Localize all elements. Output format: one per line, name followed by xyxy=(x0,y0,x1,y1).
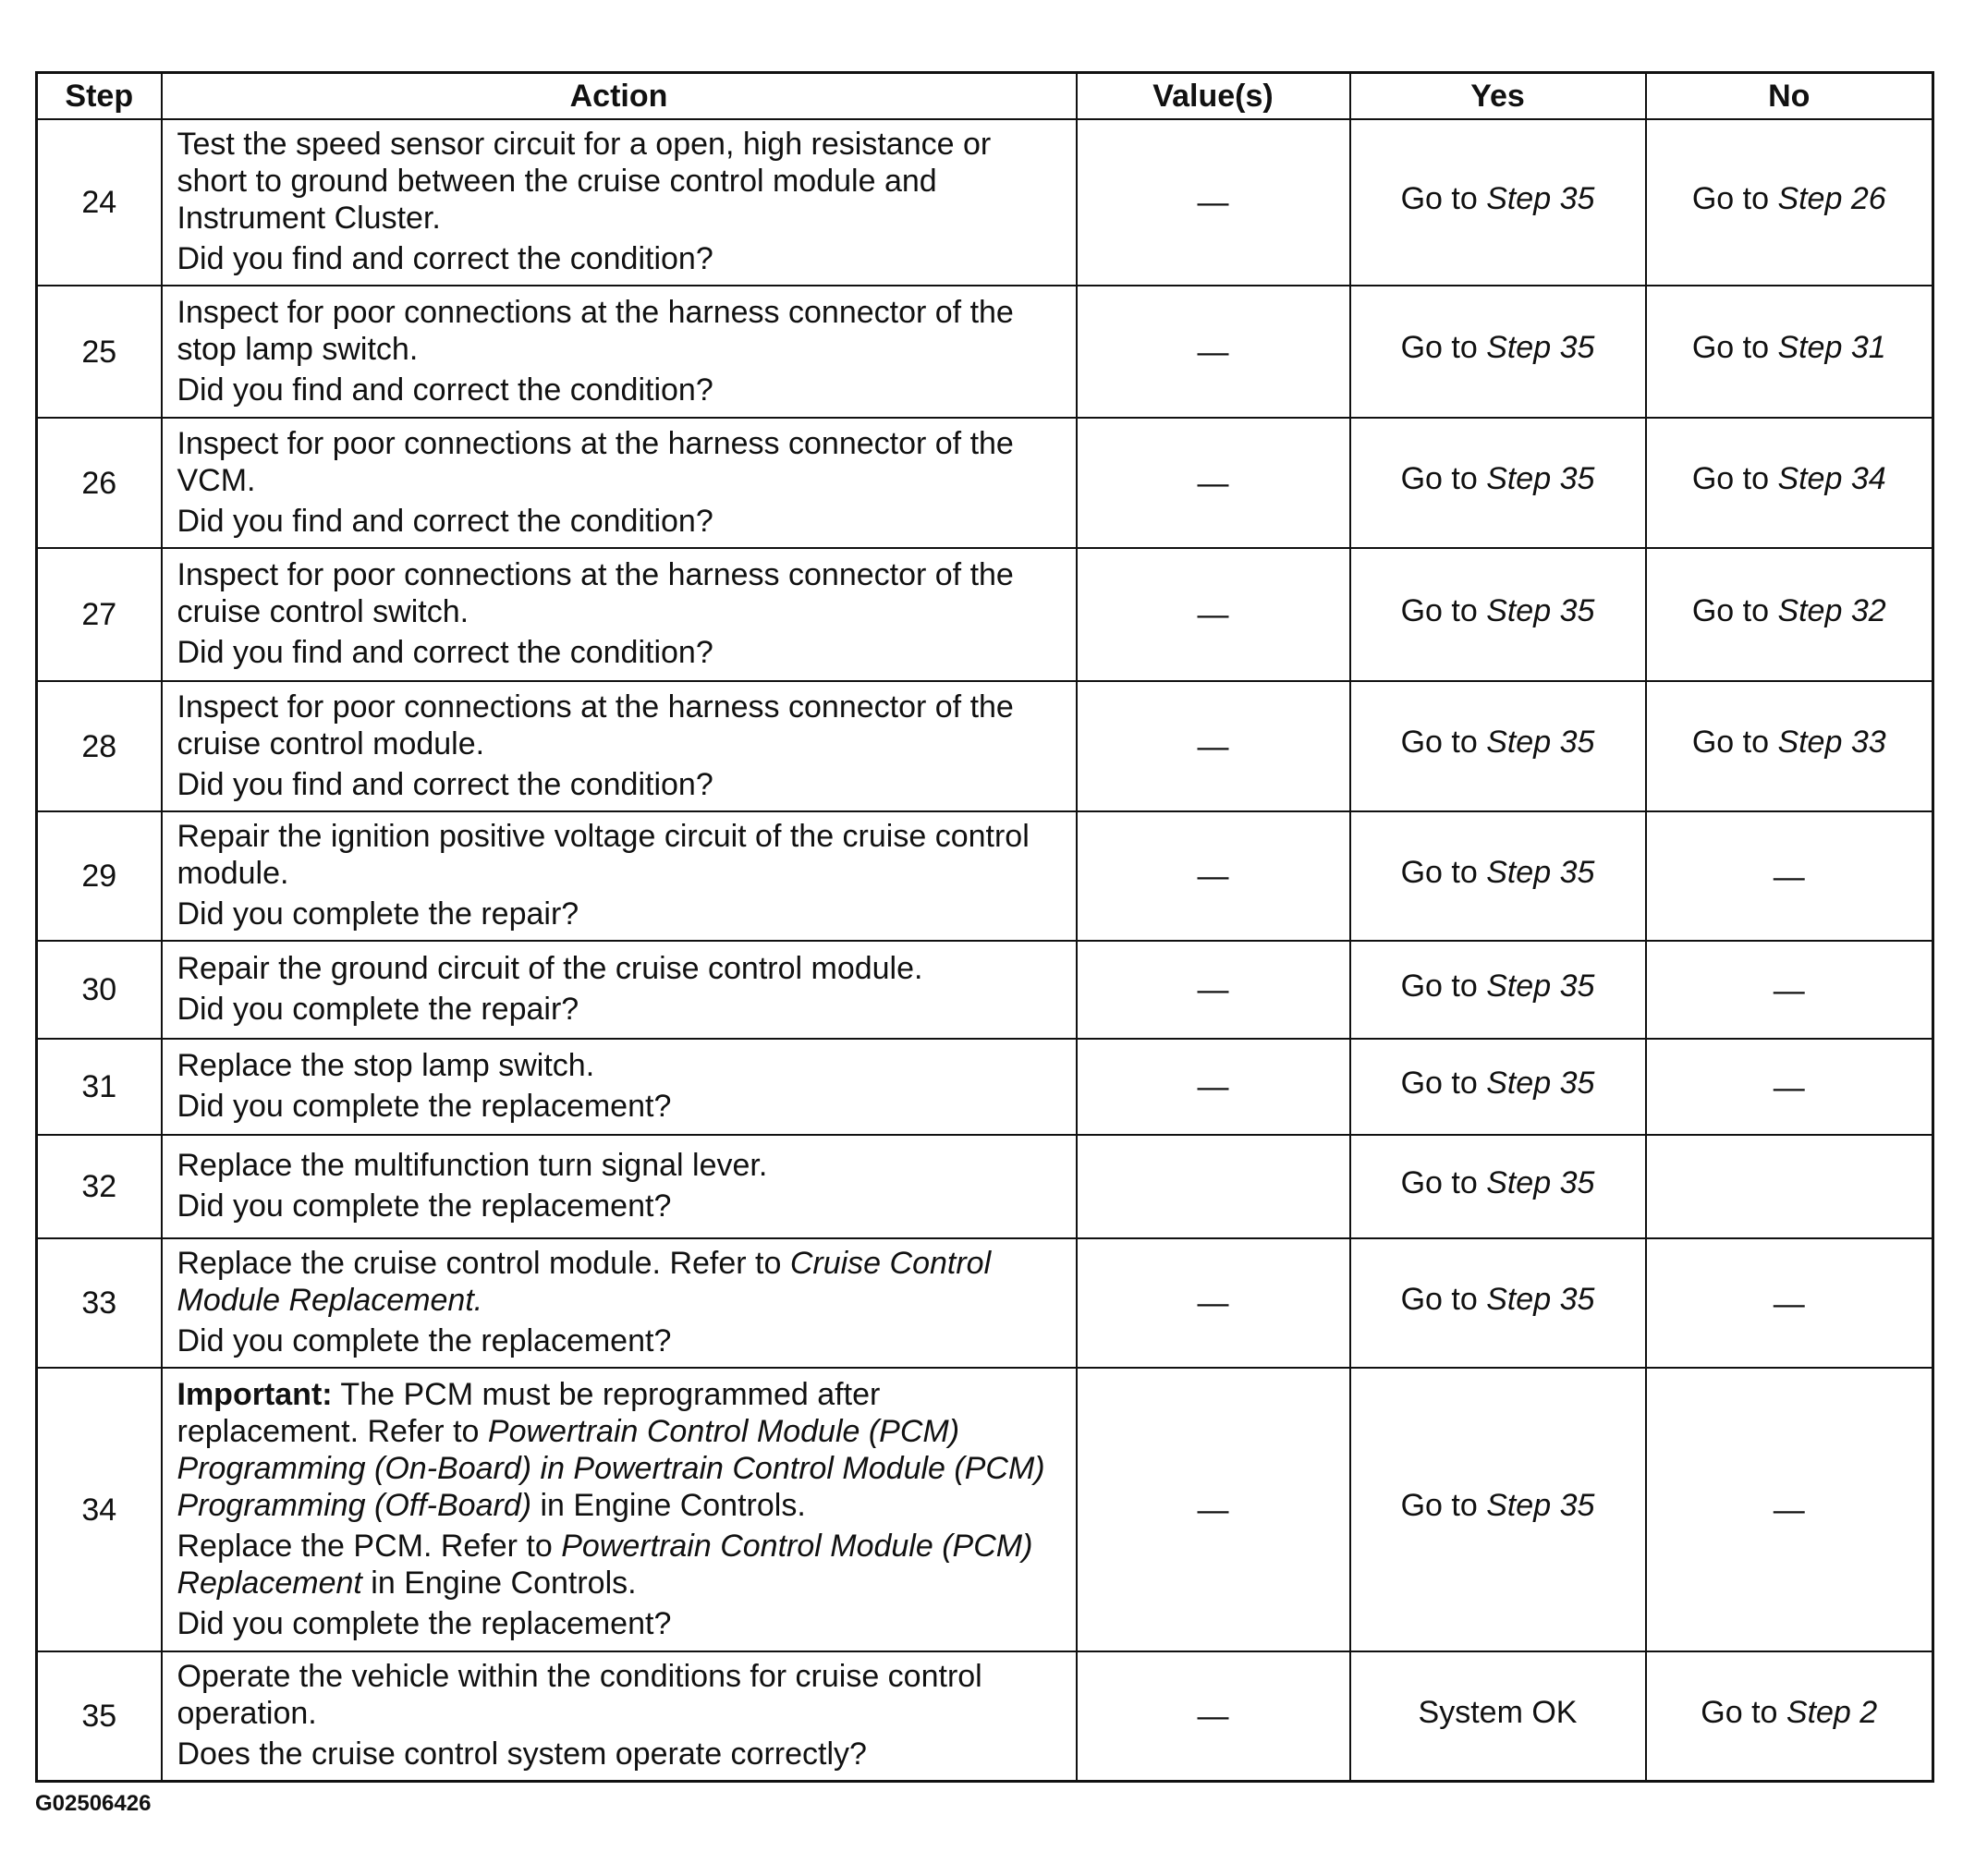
value-cell: — xyxy=(1077,119,1350,286)
table-body xyxy=(37,119,1933,1782)
text-run: Go to xyxy=(1400,968,1487,1004)
text-run: Step 35 xyxy=(1486,1065,1595,1101)
text-run: Did you find and correct the condition? xyxy=(177,503,713,539)
text-run: Did you complete the replacement? xyxy=(177,1605,672,1641)
text-run: Inspect for poor connections at the harness connector of the stop lamp switch. xyxy=(177,294,1014,367)
text-run: System OK xyxy=(1418,1694,1578,1730)
table-header-row xyxy=(37,73,1933,120)
step-column-header: Step xyxy=(37,73,162,120)
value-cell: — xyxy=(1077,681,1350,811)
text-run: Step 2 xyxy=(1786,1694,1878,1730)
text-run: Go to xyxy=(1400,592,1487,628)
yes-cell xyxy=(1350,1039,1646,1135)
table-row xyxy=(37,548,1933,681)
text-run: Go to xyxy=(1400,1281,1487,1317)
yes-cell xyxy=(1350,418,1646,548)
text-run: Go to xyxy=(1691,592,1778,628)
action-paragraph xyxy=(177,895,1067,932)
action-cell xyxy=(162,1238,1077,1368)
no-cell xyxy=(1646,1039,1933,1135)
text-run: Go to xyxy=(1400,180,1487,216)
action-paragraph xyxy=(177,688,1067,762)
text-run: — xyxy=(1773,1285,1805,1322)
step-number: 25 xyxy=(37,286,162,418)
yes-cell xyxy=(1350,1368,1646,1651)
text-run: Go to xyxy=(1400,725,1487,760)
text-run: Replace the stop lamp switch. xyxy=(177,1048,595,1083)
value-cell: — xyxy=(1077,1039,1350,1135)
text-run: Does the cruise control system operate correctly? xyxy=(177,1736,867,1772)
text-run: Go to xyxy=(1400,461,1487,496)
value-cell: — xyxy=(1077,1238,1350,1368)
step-number: 30 xyxy=(37,941,162,1039)
text-run: Did you complete the replacement? xyxy=(177,1323,672,1358)
table-row xyxy=(37,1651,1933,1782)
action-paragraph xyxy=(177,1088,1067,1125)
diagnostic-table xyxy=(35,71,1934,1783)
text-run: The PCM must be reprogrammed after replacement. Refer to xyxy=(177,1376,881,1449)
text-run: Step 34 xyxy=(1777,461,1886,496)
action-paragraph xyxy=(177,1245,1067,1319)
text-run: Step 31 xyxy=(1777,330,1886,365)
text-run: Did you find and correct the condition? xyxy=(177,372,713,408)
text-run: in Engine Controls. xyxy=(531,1487,806,1523)
table-row xyxy=(37,681,1933,811)
text-run: Go to xyxy=(1701,1694,1786,1730)
step-number: 31 xyxy=(37,1039,162,1135)
text-run: in Engine Controls. xyxy=(361,1565,637,1601)
step-number: 28 xyxy=(37,681,162,811)
step-number: 26 xyxy=(37,418,162,548)
text-run: Did you complete the replacement? xyxy=(177,1089,672,1124)
action-paragraph xyxy=(177,372,1067,408)
yes-cell xyxy=(1350,286,1646,418)
action-cell xyxy=(162,418,1077,548)
text-run: Replace the cruise control module. Refer to xyxy=(177,1246,790,1281)
text-run: Step 35 xyxy=(1486,1488,1595,1523)
yes-column-header: Yes xyxy=(1350,73,1646,120)
no-cell xyxy=(1646,811,1933,941)
table-row xyxy=(37,418,1933,548)
table-row xyxy=(37,1039,1933,1135)
value-cell: — xyxy=(1077,418,1350,548)
text-run: Inspect for poor connections at the harness connector of the cruise control switch. xyxy=(177,557,1014,629)
yes-cell xyxy=(1350,119,1646,286)
text-run: Inspect for poor connections at the harness connector of the cruise control module. xyxy=(177,688,1014,761)
action-paragraph xyxy=(177,1322,1067,1359)
table-row xyxy=(37,811,1933,941)
text-run: Cruise Control Module Replacement. xyxy=(177,1246,992,1318)
text-run: Replace the multifunction turn signal lever. xyxy=(177,1148,768,1183)
action-paragraph xyxy=(177,991,1067,1028)
action-paragraph xyxy=(177,1047,1067,1084)
no-cell xyxy=(1646,286,1933,418)
text-run: Important: xyxy=(177,1376,333,1412)
text-run: Step 35 xyxy=(1486,968,1595,1004)
no-cell xyxy=(1646,941,1933,1039)
no-cell xyxy=(1646,681,1933,811)
table-row xyxy=(37,119,1933,286)
action-column-header: Action xyxy=(162,73,1077,120)
step-number: 33 xyxy=(37,1238,162,1368)
yes-cell xyxy=(1350,941,1646,1039)
text-run: Go to xyxy=(1691,461,1778,496)
text-run: Powertrain Control Module (PCM) Replacement xyxy=(177,1528,1033,1601)
action-paragraph xyxy=(177,1376,1067,1524)
value-cell: — xyxy=(1077,548,1350,681)
text-run: — xyxy=(1773,1069,1805,1105)
action-cell xyxy=(162,286,1077,418)
action-paragraph xyxy=(177,634,1067,671)
text-run: Inspect for poor connections at the harness connector of the VCM. xyxy=(177,425,1014,498)
yes-cell xyxy=(1350,1651,1646,1782)
step-number: 29 xyxy=(37,811,162,941)
text-run: Step 35 xyxy=(1486,330,1595,365)
text-run: — xyxy=(1773,859,1805,895)
action-cell xyxy=(162,941,1077,1039)
text-run: Did you find and correct the condition? xyxy=(177,766,713,802)
action-paragraph xyxy=(177,294,1067,368)
action-paragraph xyxy=(177,1188,1067,1224)
table-row xyxy=(37,1238,1933,1368)
value-cell: — xyxy=(1077,286,1350,418)
action-cell xyxy=(162,681,1077,811)
action-paragraph xyxy=(177,556,1067,630)
text-run: Step 26 xyxy=(1777,180,1886,216)
action-cell xyxy=(162,1651,1077,1782)
figure-id: G02506426 xyxy=(35,1791,152,1816)
text-run: Repair the ground circuit of the cruise control module. xyxy=(177,951,923,986)
text-run: Go to xyxy=(1400,330,1487,365)
text-run: — xyxy=(1773,1492,1805,1528)
text-run: Go to xyxy=(1691,180,1778,216)
text-run: Go to xyxy=(1400,1164,1487,1200)
action-cell xyxy=(162,119,1077,286)
no-cell xyxy=(1646,548,1933,681)
step-number: 35 xyxy=(37,1651,162,1782)
no-cell xyxy=(1646,119,1933,286)
text-run: Go to xyxy=(1691,330,1778,365)
text-run: Step 35 xyxy=(1486,461,1595,496)
action-cell xyxy=(162,811,1077,941)
action-paragraph xyxy=(177,1736,1067,1772)
no-column-header: No xyxy=(1646,73,1933,120)
action-cell xyxy=(162,1368,1077,1651)
value-cell: — xyxy=(1077,1368,1350,1651)
text-run: Step 35 xyxy=(1486,725,1595,760)
yes-cell xyxy=(1350,811,1646,941)
step-number: 34 xyxy=(37,1368,162,1651)
text-run: Step 35 xyxy=(1486,592,1595,628)
text-run: Go to xyxy=(1691,725,1778,760)
step-number: 24 xyxy=(37,119,162,286)
text-run: Did you complete the repair? xyxy=(177,896,579,932)
action-cell xyxy=(162,1039,1077,1135)
no-cell xyxy=(1646,1368,1933,1651)
yes-cell xyxy=(1350,681,1646,811)
text-run: Operate the vehicle within the conditions for cruise control operation. xyxy=(177,1659,982,1731)
value-cell xyxy=(1077,1135,1350,1238)
table-row xyxy=(37,941,1933,1039)
table-row xyxy=(37,286,1933,418)
text-run: Go to xyxy=(1400,854,1487,890)
action-paragraph xyxy=(177,766,1067,803)
action-paragraph xyxy=(177,126,1067,237)
action-paragraph xyxy=(177,1658,1067,1732)
text-run: Step 35 xyxy=(1486,1281,1595,1317)
step-number: 32 xyxy=(37,1135,162,1238)
no-cell xyxy=(1646,1651,1933,1782)
action-paragraph xyxy=(177,1528,1067,1602)
text-run: — xyxy=(1773,972,1805,1008)
action-cell xyxy=(162,1135,1077,1238)
text-run: Did you find and correct the condition? xyxy=(177,635,713,670)
text-run: Go to xyxy=(1400,1488,1487,1523)
no-cell xyxy=(1646,418,1933,548)
no-cell xyxy=(1646,1238,1933,1368)
text-run: Go to xyxy=(1400,1065,1487,1101)
text-run: Replace the PCM. Refer to xyxy=(177,1528,562,1564)
value-cell: — xyxy=(1077,1651,1350,1782)
text-run: Step 33 xyxy=(1777,725,1886,760)
step-number: 27 xyxy=(37,548,162,681)
text-run: Step 35 xyxy=(1486,1164,1595,1200)
text-run: Step 35 xyxy=(1486,180,1595,216)
action-paragraph xyxy=(177,950,1067,987)
text-run: Test the speed sensor circuit for a open, high resistance or short to ground between the cruise control module and Instrument Cluster. xyxy=(177,127,992,236)
action-paragraph xyxy=(177,240,1067,277)
yes-cell xyxy=(1350,1238,1646,1368)
action-paragraph xyxy=(177,425,1067,499)
values-column-header: Value(s) xyxy=(1077,73,1350,120)
value-cell: — xyxy=(1077,941,1350,1039)
no-cell xyxy=(1646,1135,1933,1238)
value-cell: — xyxy=(1077,811,1350,941)
action-cell xyxy=(162,548,1077,681)
table-row xyxy=(37,1368,1933,1651)
text-run: Did you complete the repair? xyxy=(177,992,579,1027)
text-run: Did you complete the replacement? xyxy=(177,1188,672,1224)
text-run: Did you find and correct the condition? xyxy=(177,241,713,276)
yes-cell xyxy=(1350,548,1646,681)
text-run: Step 32 xyxy=(1777,592,1886,628)
text-run: Repair the ignition positive voltage circuit of the cruise control module. xyxy=(177,819,1030,891)
text-run: Powertrain Control Module (PCM) Programming (On-Board) in Powertrain Control Module (PCM) Programming (Off-Board) xyxy=(177,1413,1045,1523)
action-paragraph xyxy=(177,1605,1067,1642)
action-paragraph xyxy=(177,1147,1067,1184)
action-paragraph xyxy=(177,818,1067,892)
table-row xyxy=(37,1135,1933,1238)
text-run: Step 35 xyxy=(1486,854,1595,890)
action-paragraph xyxy=(177,503,1067,540)
yes-cell xyxy=(1350,1135,1646,1238)
